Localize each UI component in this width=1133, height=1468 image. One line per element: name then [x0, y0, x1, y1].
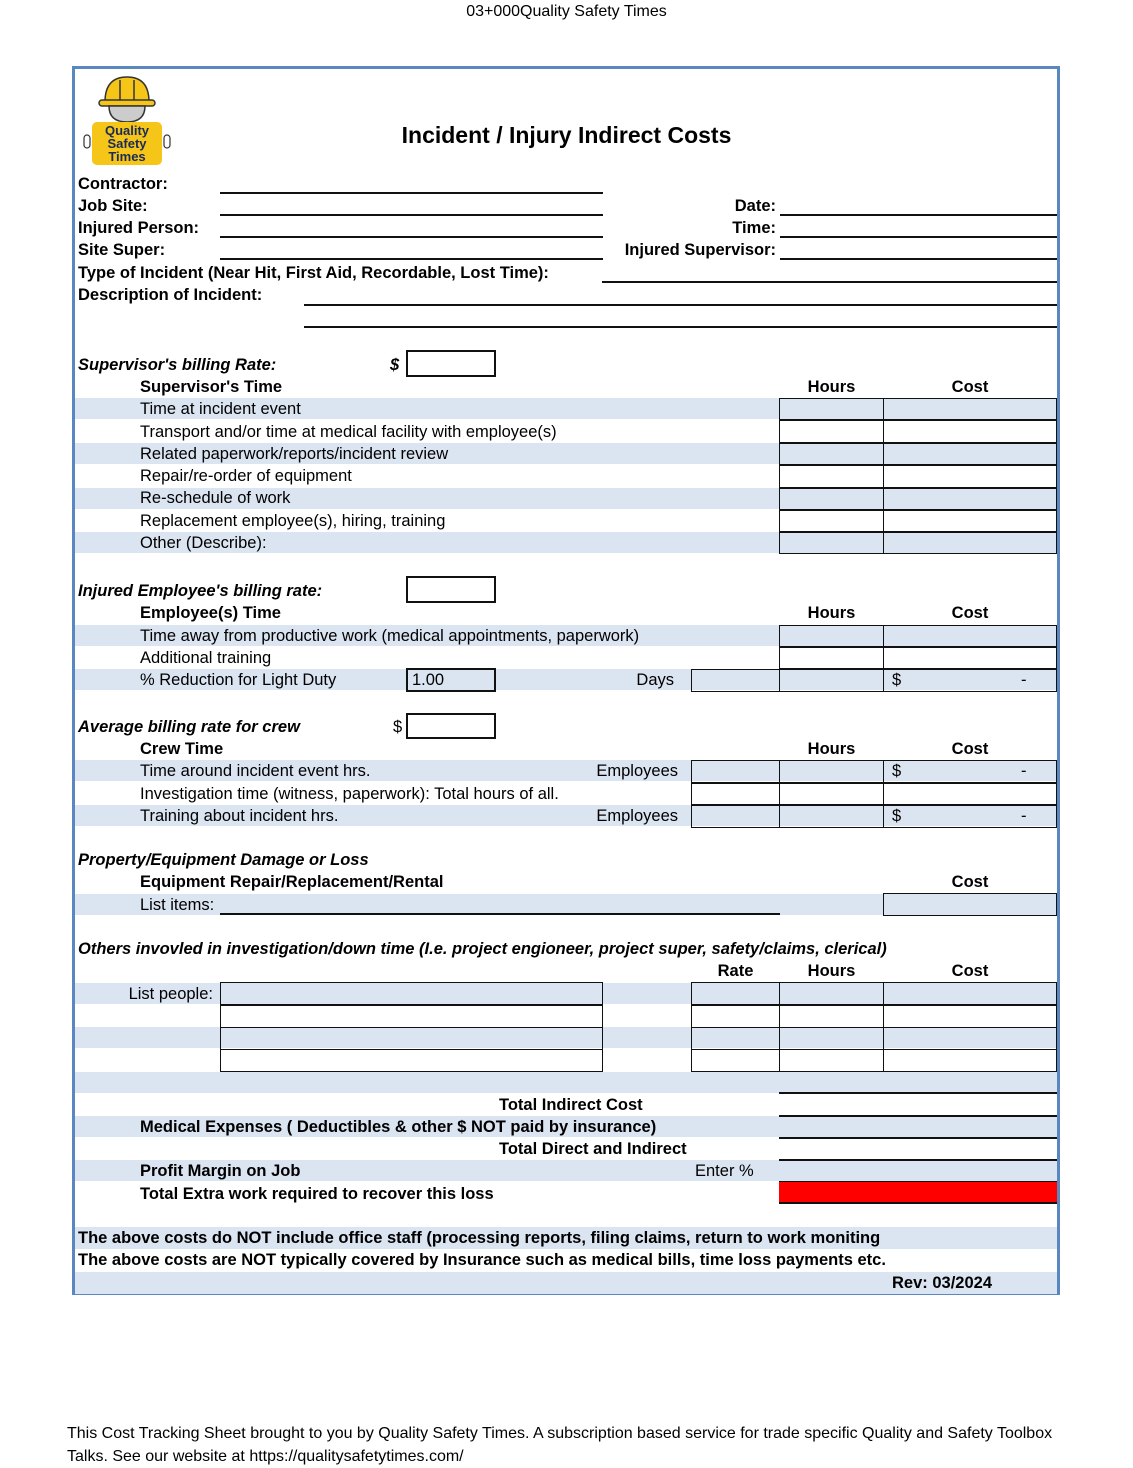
supervisor-cost-cell[interactable]: [883, 398, 1057, 420]
employee-row-label: Additional training: [140, 649, 272, 667]
others-hours-cell[interactable]: [779, 1005, 884, 1028]
equipment-cost-cell[interactable]: [883, 893, 1057, 916]
employee-cost-cell: [883, 669, 1057, 692]
person-name-cell[interactable]: [220, 1049, 603, 1072]
svg-text:Times: Times: [108, 149, 146, 164]
others-rate-cell[interactable]: [691, 1027, 780, 1050]
light-duty-input[interactable]: 1.00: [406, 668, 496, 692]
crew-time-heading: Crew Time: [140, 740, 224, 758]
others-rate-cell[interactable]: [691, 1049, 780, 1072]
crew-hours-cell[interactable]: [779, 805, 884, 828]
type-of-incident-field[interactable]: [602, 281, 1057, 283]
others-cost-header: Cost: [951, 962, 989, 980]
contractor-label: Contractor:: [78, 175, 168, 193]
contractor-field[interactable]: [220, 192, 603, 194]
others-rate-cell[interactable]: [691, 1005, 780, 1028]
injured-person-label: Injured Person:: [78, 219, 200, 237]
person-name-cell[interactable]: [220, 1005, 603, 1028]
injured-supervisor-field[interactable]: [780, 258, 1057, 260]
supervisor-cost-header: Cost: [951, 378, 989, 396]
others-cost-cell[interactable]: [883, 1049, 1057, 1072]
list-people-label: List people:: [128, 985, 213, 1003]
total-indirect-field: [779, 1092, 1057, 1094]
employee-hours-cell[interactable]: [779, 669, 884, 692]
time-field[interactable]: [780, 236, 1057, 238]
crew-rate-input[interactable]: [406, 713, 496, 739]
supervisor-row-label: Related paperwork/reports/incident review: [140, 445, 449, 463]
crew-hours-cell[interactable]: [779, 783, 884, 805]
crew-row-label: Time around incident event hrs.: [140, 762, 371, 780]
others-cost-cell[interactable]: [883, 982, 1057, 1005]
crew-row-employees-label: Employees: [596, 762, 678, 780]
supervisor-hours-cell[interactable]: [779, 465, 884, 488]
employee-row-label: Time away from productive work (medical appointments, paperwork): [140, 627, 640, 645]
profit-margin-label: Profit Margin on Job: [140, 1162, 301, 1180]
crew-rate-label: Average billing rate for crew: [78, 718, 300, 736]
equipment-cost-header: Cost: [951, 873, 989, 891]
supervisor-hours-header: Hours: [807, 378, 856, 396]
profit-margin-field[interactable]: [779, 1159, 1057, 1161]
supervisor-rate-input[interactable]: [406, 350, 496, 377]
crew-row-employees-label: Employees: [596, 807, 678, 825]
person-name-cell[interactable]: [220, 1027, 603, 1050]
supervisor-row-label: Other (Describe):: [140, 534, 267, 552]
employee-hours-header: Hours: [807, 604, 856, 622]
crew-cost-header: Cost: [951, 740, 989, 758]
form-title: Incident / Injury Indirect Costs: [401, 122, 732, 148]
site-super-field[interactable]: [220, 258, 603, 260]
supervisor-hours-cell[interactable]: [779, 420, 884, 443]
others-cost-cell[interactable]: [883, 1027, 1057, 1050]
list-items-field[interactable]: [220, 913, 780, 915]
employee-rate-input[interactable]: [406, 576, 496, 603]
supervisor-row-label: Repair/re-order of equipment: [140, 467, 352, 485]
supervisor-time-heading: Supervisor's Time: [140, 378, 283, 396]
crew-rate-dollar: $: [393, 718, 403, 736]
crew-cost-dollar: $: [892, 762, 902, 780]
crew-cost-cell: [883, 805, 1057, 828]
supervisor-cost-cell[interactable]: [883, 443, 1057, 465]
equipment-heading: Equipment Repair/Replacement/Rental: [140, 873, 444, 891]
list-items-label: List items:: [140, 896, 215, 914]
note-line: The above costs are NOT typically covered by Insurance such as medical bills, time loss payments etc.: [78, 1251, 886, 1269]
crew-cost-value: -: [1021, 807, 1027, 825]
employee-hours-cell[interactable]: [779, 625, 884, 647]
supervisor-hours-cell[interactable]: [779, 488, 884, 510]
others-rate-cell[interactable]: [691, 982, 780, 1005]
total-direct-indirect-field: [779, 1137, 1057, 1139]
date-label: Date:: [734, 197, 776, 215]
days-label: Days: [636, 671, 674, 689]
employee-hours-cell[interactable]: [779, 647, 884, 669]
crew-cost-cell: [883, 760, 1057, 783]
medical-expenses-label: Medical Expenses ( Deductibles & other $ NOT paid by insurance): [140, 1118, 657, 1136]
others-cost-cell[interactable]: [883, 1005, 1057, 1028]
others-hours-header: Hours: [807, 962, 856, 980]
supervisor-row-label: Time at incident event: [140, 400, 301, 418]
injured-person-field[interactable]: [220, 236, 603, 238]
others-hours-cell[interactable]: [779, 982, 884, 1005]
employee-cost-header: Cost: [951, 604, 989, 622]
crew-employees-cell[interactable]: [691, 760, 780, 783]
enter-percent-label: Enter %: [695, 1162, 754, 1180]
description-field-line-1[interactable]: [304, 304, 1057, 306]
property-title: Property/Equipment Damage or Loss: [78, 851, 369, 869]
crew-hours-cell[interactable]: [779, 760, 884, 783]
supervisor-row-label: Re-schedule of work: [140, 489, 291, 507]
supervisor-cost-cell[interactable]: [883, 488, 1057, 510]
supervisor-hours-cell[interactable]: [779, 510, 884, 532]
supervisor-cost-cell[interactable]: [883, 510, 1057, 532]
employee-row-label: % Reduction for Light Duty: [140, 671, 337, 689]
supervisor-hours-cell[interactable]: [779, 398, 884, 420]
supervisor-row-label: Transport and/or time at medical facility with employee(s): [140, 423, 557, 441]
page-header: 03+000Quality Safety Times: [466, 3, 667, 20]
employee-rate-label: Injured Employee's billing rate:: [78, 582, 323, 600]
others-title: Others invovled in investigation/down time (I.e. project engioneer, project super, safety/claims, clerical): [78, 940, 887, 958]
crew-cost-value: -: [1021, 762, 1027, 780]
crew-employees-cell[interactable]: [691, 783, 780, 805]
supervisor-cost-cell[interactable]: [883, 532, 1057, 554]
employee-cost-dollar: $: [892, 671, 902, 689]
time-label: Time:: [732, 219, 776, 237]
svg-text:Safety: Safety: [107, 136, 147, 151]
others-hours-cell[interactable]: [779, 1027, 884, 1050]
extra-work-label: Total Extra work required to recover this loss: [140, 1185, 494, 1203]
type-of-incident-label: Type of Incident (Near Hit, First Aid, Recordable, Lost Time):: [78, 264, 549, 282]
crew-cost-dollar: $: [892, 807, 902, 825]
date-field[interactable]: [780, 214, 1057, 216]
footer-text: This Cost Tracking Sheet brought to you by Quality Safety Times. A subscription based service for trade specific Quality and Safety Toolbox Talks. See our website at https://qualitysafetytimes.com/: [67, 1425, 1053, 1465]
job-site-label: Job Site:: [78, 197, 148, 215]
others-hours-cell[interactable]: [779, 1049, 884, 1072]
extra-work-result-cell: [779, 1182, 1057, 1204]
description-label: Description of Incident:: [78, 286, 263, 304]
employee-cost-cell[interactable]: [883, 625, 1057, 647]
supervisor-hours-cell[interactable]: [779, 532, 884, 554]
supervisor-rate-label: Supervisor's billing Rate:: [78, 356, 277, 374]
employee-time-heading: Employee(s) Time: [140, 604, 281, 622]
supervisor-rate-dollar: $: [390, 356, 400, 374]
description-field-line-2[interactable]: [304, 326, 1057, 328]
svg-text:Quality: Quality: [104, 123, 150, 138]
site-super-label: Site Super:: [78, 241, 166, 259]
job-site-field[interactable]: [220, 214, 603, 216]
employee-cost-value: -: [1021, 671, 1027, 689]
employee-cost-cell[interactable]: [883, 647, 1057, 669]
note-line: The above costs do NOT include office staff (processing reports, filing claims, return to work moniting: [78, 1229, 881, 1247]
supervisor-cost-cell[interactable]: [883, 420, 1057, 443]
crew-employees-cell[interactable]: [691, 805, 780, 828]
supervisor-hours-cell[interactable]: [779, 443, 884, 465]
person-name-cell[interactable]: [220, 982, 603, 1005]
revision-label: Rev: 03/2024: [892, 1274, 992, 1292]
crew-row-label: Training about incident hrs.: [140, 807, 339, 825]
crew-cost-cell[interactable]: [883, 783, 1057, 805]
total-indirect-label: Total Indirect Cost: [499, 1096, 643, 1114]
supervisor-row-label: Replacement employee(s), hiring, training: [140, 512, 446, 530]
medical-expenses-field[interactable]: [779, 1115, 1057, 1117]
supervisor-cost-cell[interactable]: [883, 465, 1057, 488]
employee-days-cell[interactable]: [691, 669, 780, 692]
crew-row-label: Investigation time (witness, paperwork): Total hours of all.: [140, 785, 559, 803]
total-direct-indirect-label: Total Direct and Indirect: [499, 1140, 687, 1158]
injured-supervisor-label: Injured Supervisor:: [624, 241, 776, 259]
others-rate-header: Rate: [717, 962, 754, 980]
crew-hours-header: Hours: [807, 740, 856, 758]
